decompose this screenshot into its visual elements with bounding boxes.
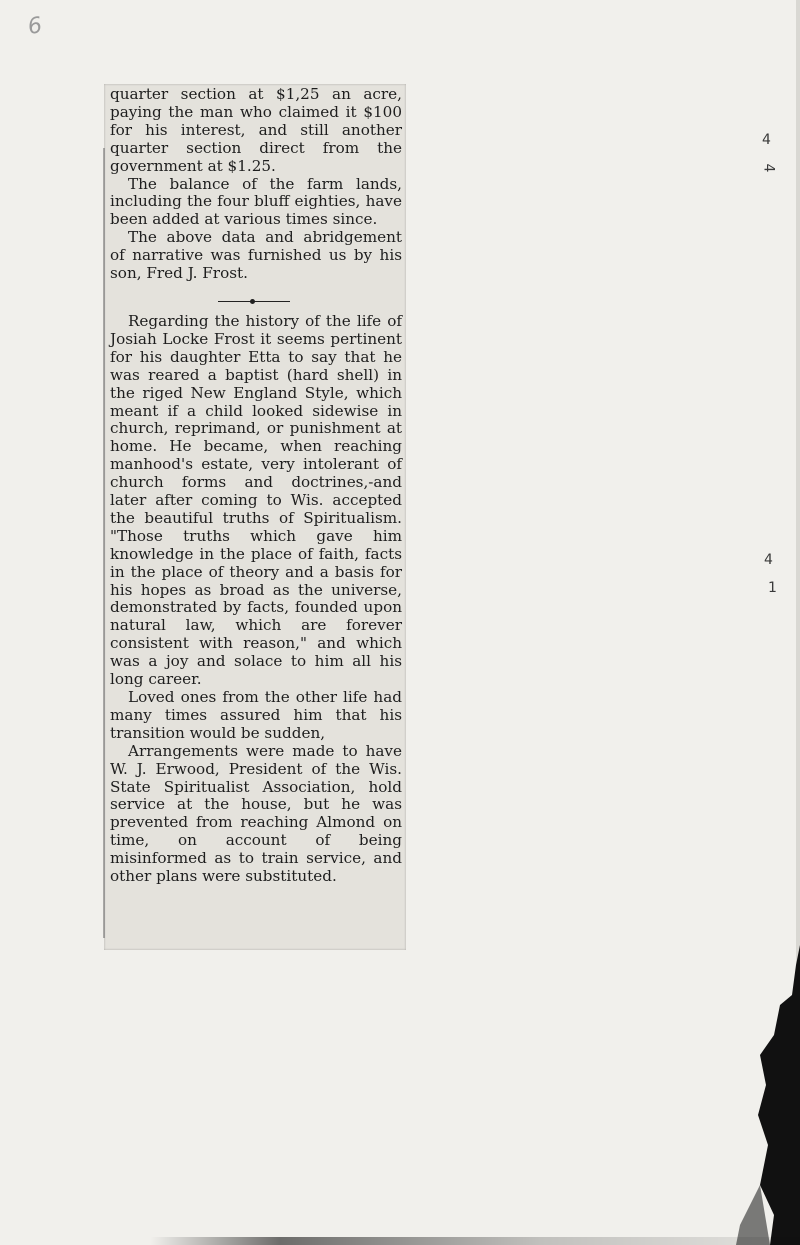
section-separator [110, 287, 402, 313]
paragraph-land-purchase: quarter section at $1,25 an acre, paying the man who claimed it $100 for his interest, and still another quarter section direct from the government at $1.25. [110, 85, 402, 175]
paragraph-data-source: The above data and abridgement of narrative was furnished us by his son, Fred J. Frost. [110, 228, 402, 283]
clipping-edge-rule [103, 148, 105, 938]
paragraph-life-history: Regarding the history of the life of Josiah Locke Frost it seems pertinent for his daughter Etta to say that he was reared a baptist (hard shell) in the riged New England Style, which meant if a child looked sidewise in church, reprimand, or punishment at home. He became, when reaching manhood's estate, very intolerant of church forms and doctrines,-and later after coming to Wis. accepted the beautiful truths of Spiritualism. "Those truths which gave him knowledge in the place of faith, facts in the place of theory and a basis for his hopes as broad as the universe, demonstrated by facts, founded upon natural law, which are forever consistent with reason," and which was a joy and solace to him all his long career. [110, 311, 402, 689]
paragraph-arrangements: Arrangements were made to have W. J. Erwood, President of the Wis. State Spiritualist Association, hold service at the house, but he was prevented from reaching Almond on time, on account of being misinformed as to train service, and other plans were substituted. [110, 741, 402, 886]
margin-mark-lower: 4 [764, 552, 773, 568]
paragraph-farm-lands: The balance of the farm lands, including the four bluff eighties, have been added at various times since. [110, 174, 402, 229]
margin-mark-upper: 4 [762, 132, 771, 148]
paragraph-loved-ones: Loved ones from the other life had many times assured him that his transition would be sudden, [110, 688, 402, 742]
scan-bottom-shadow [150, 1237, 800, 1245]
separator-dot [250, 299, 255, 304]
torn-corner-shadow [730, 945, 800, 1245]
margin-mark-upper-b: 4 [760, 163, 777, 173]
margin-mark-lower-b: 1 [768, 580, 777, 596]
page-number: 6 [25, 12, 45, 41]
article-column [110, 86, 402, 886]
